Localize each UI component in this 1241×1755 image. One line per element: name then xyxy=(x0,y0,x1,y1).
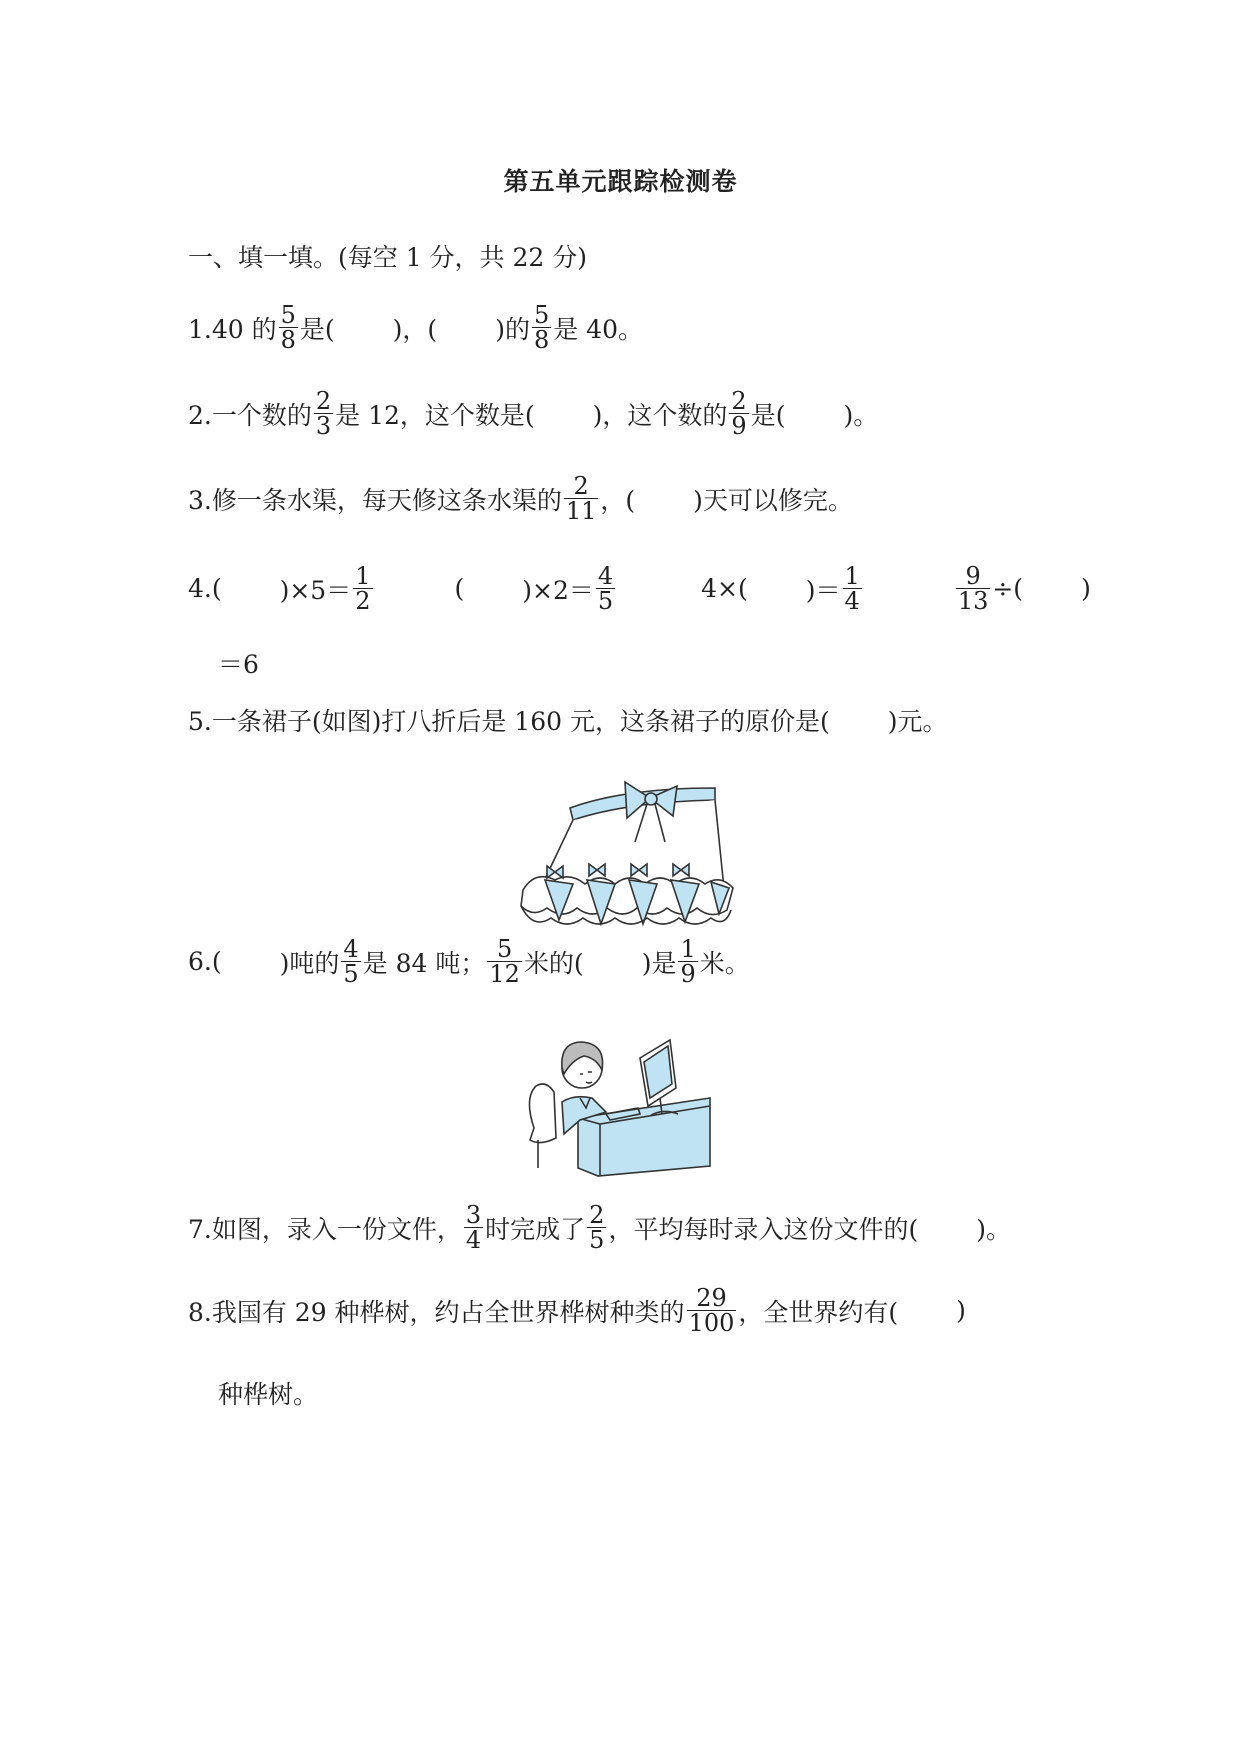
fraction: $\frac{2}{3}$ xyxy=(315,387,332,440)
question-7: 7.如图，录入一份文件， $\frac{3}{4}$ 时完成了 $\frac{2}{5}$ ，平均每时录入这份文件的( )。 xyxy=(188,1201,1011,1254)
fraction: $\frac{3}{4}$ xyxy=(465,1201,482,1254)
fraction: $\frac{4}{5}$ xyxy=(343,935,359,988)
fraction: $\frac{9}{13}$ xyxy=(957,562,989,615)
fraction: $\frac{1}{4}$ xyxy=(844,562,860,615)
fraction: $\frac{5}{8}$ xyxy=(280,301,296,354)
question-2: 2.一个数的 $\frac{2}{3}$ 是 12，这个数是( )，这个数的 $\frac{2}{9}$ 是( )。 xyxy=(188,387,879,440)
fraction: $\frac{29}{100}$ xyxy=(688,1284,735,1337)
question-3: 3.修一条水渠，每天修这条水渠的 $\frac{2}{11}$ ，( )天可以修完。 xyxy=(188,472,853,525)
fraction: $\frac{5}{12}$ xyxy=(489,935,520,988)
fraction: $\frac{2}{5}$ xyxy=(589,1201,605,1254)
question-6: 6.( )吨的 $\frac{4}{5}$ 是 84 吨； $\frac{5}{12}$ 米的( )是 $\frac{1}{9}$ 米。 xyxy=(188,935,750,988)
section-heading: 一、填一填。(每空 1 分，共 22 分) xyxy=(188,243,588,272)
boy-at-computer-illustration xyxy=(520,1028,720,1183)
fraction: $\frac{2}{11}$ xyxy=(565,472,597,525)
fraction: $\frac{2}{9}$ xyxy=(731,387,747,440)
question-1: 1.40 的 $\frac{5}{8}$ 是( )，( )的 $\frac{5}{8}$ 是 40。 xyxy=(188,301,643,354)
fraction: $\frac{1}{2}$ xyxy=(355,562,371,615)
question-4-continued: ＝6 xyxy=(218,650,259,679)
fraction: $\frac{1}{9}$ xyxy=(680,935,696,988)
question-5: 5.一条裙子(如图)打八折后是 160 元，这条裙子的原价是( )元。 xyxy=(188,707,948,736)
fraction: $\frac{5}{8}$ xyxy=(533,301,550,354)
page-title: 第五单元跟踪检测卷 xyxy=(503,167,738,196)
question-8-continued: 种桦树。 xyxy=(218,1380,319,1409)
skirt-illustration xyxy=(515,780,737,930)
fraction: $\frac{4}{5}$ xyxy=(597,562,614,615)
question-4: 4.( )×5＝ $\frac{1}{2}$ ( )×2＝ $\frac{4}{5}$ 4×( )＝ $\frac{1}{4}$ $\frac{9}{13}$ ÷( ) xyxy=(188,562,1091,615)
question-8: 8.我国有 29 种桦树，约占全世界桦树种类的 $\frac{29}{100}$ ，全世界约有( ) xyxy=(188,1284,966,1337)
